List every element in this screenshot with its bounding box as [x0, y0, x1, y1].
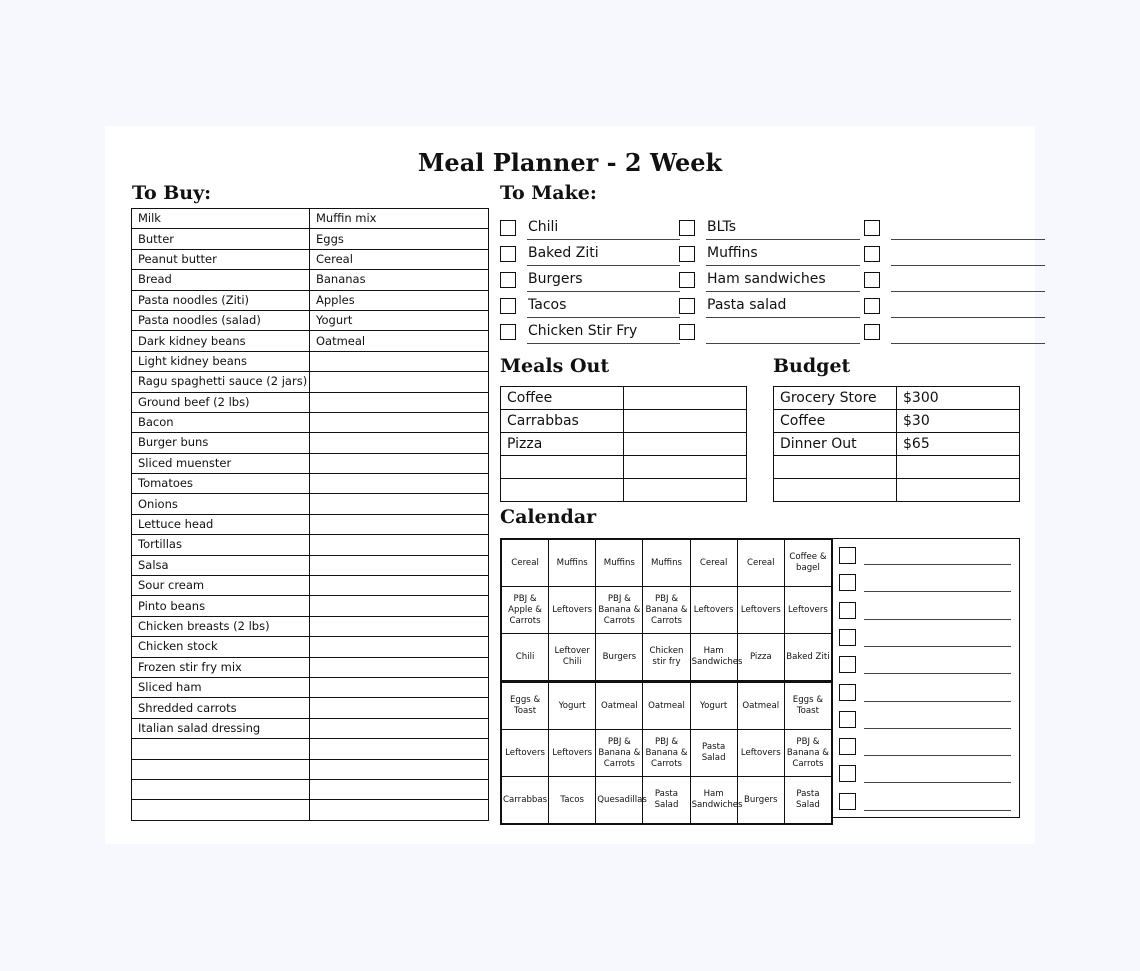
calendar-todo-line[interactable] — [864, 646, 1011, 647]
to-buy-row — [132, 739, 489, 759]
to-buy-row — [132, 331, 489, 351]
to-make-checkbox[interactable] — [679, 246, 695, 262]
to-buy-item[interactable]: Dark kidney beans — [132, 331, 310, 351]
to-buy-item[interactable]: Pasta noodles (salad) — [132, 310, 310, 330]
calendar-todo-line[interactable] — [864, 755, 1011, 756]
calendar-cell[interactable]: Yogurt — [690, 682, 737, 730]
budget-row — [774, 456, 1020, 479]
to-buy-item[interactable] — [310, 657, 489, 677]
meals-out-value[interactable] — [624, 410, 747, 433]
to-buy-row — [132, 453, 489, 473]
calendar-cell[interactable]: Chili — [502, 634, 549, 682]
calendar-todo-checkbox[interactable] — [839, 602, 856, 619]
meals-out-row — [501, 478, 747, 501]
calendar-cell[interactable]: Burgers — [737, 777, 784, 824]
to-make-label[interactable]: Muffins — [707, 245, 758, 261]
to-make-item — [679, 218, 860, 240]
calendar-cell[interactable]: PBJ & Banana & Carrots — [643, 587, 690, 634]
calendar-todo-checkbox[interactable] — [839, 547, 856, 564]
to-make-line — [891, 239, 1045, 240]
to-buy-item[interactable] — [310, 433, 489, 453]
calendar-todo-checkbox[interactable] — [839, 629, 856, 646]
to-buy-row — [132, 616, 489, 636]
to-buy-row — [132, 392, 489, 412]
calendar-grid — [500, 538, 833, 825]
to-buy-row — [132, 310, 489, 330]
to-buy-item[interactable]: Muffin mix — [310, 209, 489, 229]
meals-out-heading: Meals Out — [500, 355, 610, 377]
budget-row — [774, 410, 1020, 433]
to-buy-item[interactable] — [310, 759, 489, 779]
to-buy-item[interactable]: Salsa — [132, 555, 310, 575]
to-buy-item[interactable] — [132, 800, 310, 820]
to-make-item — [500, 322, 680, 344]
calendar-cell[interactable]: Pasta Salad — [784, 777, 831, 824]
budget-label[interactable]: Grocery Store — [774, 387, 897, 410]
to-buy-item[interactable] — [310, 616, 489, 636]
budget-value[interactable] — [897, 456, 1020, 479]
calendar-cell[interactable]: Leftovers — [737, 730, 784, 777]
meals-out-value[interactable] — [624, 478, 747, 501]
to-buy-item[interactable]: Italian salad dressing — [132, 718, 310, 738]
calendar-todo-line[interactable] — [864, 810, 1011, 811]
to-make-item — [679, 270, 860, 292]
calendar-heading: Calendar — [500, 506, 597, 528]
to-buy-row — [132, 474, 489, 494]
calendar-cell[interactable]: Muffins — [549, 540, 596, 587]
to-make-item — [679, 296, 860, 318]
to-buy-item[interactable] — [310, 739, 489, 759]
calendar-cell[interactable]: Cereal — [737, 540, 784, 587]
to-make-line — [706, 343, 860, 344]
to-make-line — [891, 265, 1045, 266]
calendar-cell[interactable]: Yogurt — [549, 682, 596, 730]
to-buy-item[interactable]: Chicken breasts (2 lbs) — [132, 616, 310, 636]
to-buy-item[interactable] — [310, 351, 489, 371]
to-make-line — [891, 291, 1045, 292]
to-buy-row — [132, 290, 489, 310]
to-buy-item[interactable]: Frozen stir fry mix — [132, 657, 310, 677]
to-make-checkbox[interactable] — [679, 324, 695, 340]
budget-value[interactable]: $300 — [897, 387, 1020, 410]
calendar-todo-checkbox[interactable] — [839, 765, 856, 782]
calendar-cell[interactable]: Muffins — [643, 540, 690, 587]
calendar-todo-item — [831, 682, 1019, 704]
calendar-todo-line[interactable] — [864, 591, 1011, 592]
calendar-todo-line[interactable] — [864, 701, 1011, 702]
to-make-item — [679, 244, 860, 266]
to-buy-row — [132, 718, 489, 738]
to-make-label[interactable]: Ham sandwiches — [707, 271, 826, 287]
to-buy-item[interactable] — [310, 596, 489, 616]
budget-label[interactable]: Coffee — [774, 410, 897, 433]
to-buy-row — [132, 596, 489, 616]
calendar-cell[interactable]: Oatmeal — [643, 682, 690, 730]
to-make-checkbox[interactable] — [500, 220, 516, 236]
calendar-cell[interactable]: Ham Sandwiches — [690, 634, 737, 682]
page-title: Meal Planner - 2 Week — [417, 148, 723, 177]
to-make-line — [706, 265, 860, 266]
to-make-line — [527, 265, 680, 266]
to-make-checkbox[interactable] — [500, 298, 516, 314]
to-buy-item[interactable] — [310, 698, 489, 718]
calendar-cell[interactable]: Chicken stir fry — [643, 634, 690, 682]
to-buy-item[interactable]: Pasta noodles (Ziti) — [132, 290, 310, 310]
to-buy-item[interactable]: Sour cream — [132, 576, 310, 596]
to-buy-item[interactable] — [310, 474, 489, 494]
budget-table — [773, 386, 1020, 502]
to-make-checkbox[interactable] — [864, 220, 880, 236]
calendar-todo-item — [831, 572, 1019, 594]
to-buy-heading: To Buy: — [132, 182, 212, 204]
to-buy-item[interactable] — [132, 779, 310, 799]
calendar-todo-checkbox[interactable] — [839, 656, 856, 673]
calendar-row — [502, 777, 832, 824]
to-buy-item[interactable] — [310, 677, 489, 697]
to-buy-item[interactable] — [310, 576, 489, 596]
meals-out-label[interactable]: Pizza — [501, 433, 624, 456]
calendar-cell[interactable]: Leftovers — [549, 730, 596, 777]
calendar-todo-checkbox[interactable] — [839, 738, 856, 755]
to-make-checkbox[interactable] — [679, 298, 695, 314]
to-make-label[interactable]: Pasta salad — [707, 297, 787, 313]
calendar-cell[interactable]: Tacos — [549, 777, 596, 824]
calendar-cell[interactable]: Carrabbas — [502, 777, 549, 824]
meals-out-value[interactable] — [624, 456, 747, 479]
to-buy-row — [132, 535, 489, 555]
calendar-row — [502, 587, 832, 634]
calendar-todo-line[interactable] — [864, 619, 1011, 620]
to-make-item — [500, 296, 680, 318]
to-buy-item[interactable]: Apples — [310, 290, 489, 310]
to-make-item — [500, 218, 680, 240]
meals-out-row — [501, 410, 747, 433]
calendar-todo-item — [831, 791, 1019, 813]
calendar-cell[interactable]: Oatmeal — [737, 682, 784, 730]
to-buy-item[interactable]: Light kidney beans — [132, 351, 310, 371]
to-buy-item[interactable] — [310, 779, 489, 799]
to-make-line — [706, 291, 860, 292]
to-buy-row — [132, 514, 489, 534]
to-make-label[interactable]: Chicken Stir Fry — [528, 323, 638, 339]
to-make-item — [500, 270, 680, 292]
to-make-checkbox[interactable] — [679, 272, 695, 288]
calendar-cell[interactable]: PBJ & Banana & Carrots — [784, 730, 831, 777]
calendar-todo-line[interactable] — [864, 782, 1011, 783]
to-buy-table — [131, 208, 489, 821]
to-buy-row — [132, 657, 489, 677]
calendar-cell[interactable]: PBJ & Apple & Carrots — [502, 587, 549, 634]
to-make-line — [891, 343, 1045, 344]
calendar-cell[interactable]: Leftovers — [784, 587, 831, 634]
to-make-item — [679, 322, 860, 344]
to-buy-row — [132, 270, 489, 290]
calendar-cell[interactable]: Oatmeal — [596, 682, 643, 730]
calendar-cell[interactable]: Muffins — [596, 540, 643, 587]
to-buy-item[interactable]: Oatmeal — [310, 331, 489, 351]
to-buy-row — [132, 759, 489, 779]
budget-value[interactable] — [897, 478, 1020, 501]
calendar-cell[interactable]: Pasta Salad — [643, 777, 690, 824]
to-make-label[interactable]: Baked Ziti — [528, 245, 599, 261]
to-make-item — [864, 296, 1045, 318]
to-make-item — [864, 218, 1045, 240]
calendar-todo-checkbox[interactable] — [839, 684, 856, 701]
calendar-todo-item — [831, 654, 1019, 676]
to-buy-item[interactable]: Sliced muenster — [132, 453, 310, 473]
budget-label[interactable] — [774, 456, 897, 479]
to-buy-row — [132, 372, 489, 392]
meals-out-row — [501, 456, 747, 479]
meals-out-label[interactable]: Coffee — [501, 387, 624, 410]
to-buy-item[interactable] — [310, 800, 489, 820]
calendar-cell[interactable]: Eggs & Toast — [502, 682, 549, 730]
to-make-heading: To Make: — [500, 182, 597, 204]
to-buy-row — [132, 555, 489, 575]
to-make-checkbox[interactable] — [864, 298, 880, 314]
to-buy-item[interactable]: Butter — [132, 229, 310, 249]
budget-row — [774, 433, 1020, 456]
meals-out-value[interactable] — [624, 433, 747, 456]
budget-row — [774, 387, 1020, 410]
calendar-todo-line[interactable] — [864, 728, 1011, 729]
calendar-cell[interactable]: Burgers — [596, 634, 643, 682]
to-buy-item[interactable]: Pinto beans — [132, 596, 310, 616]
calendar-todo-line[interactable] — [864, 673, 1011, 674]
to-buy-row — [132, 412, 489, 432]
calendar-todo-item — [831, 627, 1019, 649]
to-make-label[interactable]: Chili — [528, 219, 559, 235]
to-buy-row — [132, 637, 489, 657]
calendar-todo-checkbox[interactable] — [839, 793, 856, 810]
to-buy-item[interactable] — [310, 494, 489, 514]
budget-value[interactable]: $30 — [897, 410, 1020, 433]
to-buy-item[interactable]: Bacon — [132, 412, 310, 432]
to-make-checkbox[interactable] — [864, 246, 880, 262]
calendar-cell[interactable]: Eggs & Toast — [784, 682, 831, 730]
calendar-row — [502, 540, 832, 587]
to-buy-item[interactable]: Peanut butter — [132, 249, 310, 269]
to-make-label[interactable]: BLTs — [707, 219, 737, 235]
calendar-cell[interactable]: Leftovers — [690, 587, 737, 634]
to-buy-item[interactable] — [310, 637, 489, 657]
budget-value[interactable]: $65 — [897, 433, 1020, 456]
calendar-cell[interactable]: Pizza — [737, 634, 784, 682]
calendar-cell[interactable]: Cereal — [502, 540, 549, 587]
to-buy-item[interactable] — [132, 759, 310, 779]
to-make-item — [500, 244, 680, 266]
calendar-cell[interactable]: PBJ & Banana & Carrots — [596, 587, 643, 634]
to-buy-row — [132, 209, 489, 229]
meals-out-label[interactable]: Carrabbas — [501, 410, 624, 433]
meals-out-row — [501, 387, 747, 410]
to-buy-item[interactable]: Sliced ham — [132, 677, 310, 697]
calendar-row — [502, 682, 832, 730]
calendar-todo-list — [831, 538, 1020, 818]
meals-out-label[interactable] — [501, 456, 624, 479]
to-buy-row — [132, 800, 489, 820]
budget-label[interactable] — [774, 478, 897, 501]
to-buy-item[interactable] — [310, 453, 489, 473]
to-buy-row — [132, 576, 489, 596]
calendar-cell[interactable]: Leftovers — [502, 730, 549, 777]
calendar-cell[interactable]: Leftover Chili — [549, 634, 596, 682]
to-buy-row — [132, 229, 489, 249]
to-make-item — [864, 244, 1045, 266]
calendar-cell[interactable]: PBJ & Banana & Carrots — [596, 730, 643, 777]
to-buy-item[interactable]: Lettuce head — [132, 514, 310, 534]
calendar-cell[interactable]: Leftovers — [737, 587, 784, 634]
calendar-todo-item — [831, 600, 1019, 622]
to-buy-item[interactable]: Burger buns — [132, 433, 310, 453]
calendar-todo-checkbox[interactable] — [839, 574, 856, 591]
to-buy-row — [132, 677, 489, 697]
calendar-cell[interactable]: Pasta Salad — [690, 730, 737, 777]
calendar-row — [502, 730, 832, 777]
meals-out-row — [501, 433, 747, 456]
calendar-row — [502, 634, 832, 682]
to-make-checkbox[interactable] — [679, 220, 695, 236]
to-buy-item[interactable] — [310, 392, 489, 412]
to-buy-item[interactable] — [310, 412, 489, 432]
budget-heading: Budget — [773, 355, 851, 377]
to-buy-row — [132, 249, 489, 269]
to-make-checkbox[interactable] — [500, 246, 516, 262]
to-make-label[interactable]: Tacos — [528, 297, 567, 313]
to-make-checkbox[interactable] — [500, 324, 516, 340]
to-make-line — [527, 291, 680, 292]
calendar-cell[interactable]: PBJ & Banana & Carrots — [643, 730, 690, 777]
to-buy-item[interactable] — [132, 739, 310, 759]
calendar-cell[interactable]: Baked Ziti — [784, 634, 831, 682]
to-make-label[interactable]: Burgers — [528, 271, 583, 287]
to-buy-item[interactable]: Chicken stock — [132, 637, 310, 657]
to-make-line — [891, 317, 1045, 318]
to-buy-row — [132, 698, 489, 718]
to-buy-item[interactable]: Bread — [132, 270, 310, 290]
calendar-cell[interactable]: Coffee & bagel — [784, 540, 831, 587]
to-buy-item[interactable] — [310, 555, 489, 575]
to-buy-item[interactable]: Yogurt — [310, 310, 489, 330]
budget-label[interactable]: Dinner Out — [774, 433, 897, 456]
calendar-todo-line[interactable] — [864, 564, 1011, 565]
calendar-cell[interactable]: Ham Sandwiches — [690, 777, 737, 824]
to-buy-item[interactable]: Milk — [132, 209, 310, 229]
to-make-line — [706, 317, 860, 318]
calendar-cell[interactable]: Quesadillas — [596, 777, 643, 824]
to-make-item — [864, 322, 1045, 344]
to-make-line — [527, 239, 680, 240]
to-buy-item[interactable]: Ground beef (2 lbs) — [132, 392, 310, 412]
to-buy-row — [132, 779, 489, 799]
calendar-cell[interactable]: Cereal — [690, 540, 737, 587]
meals-out-value[interactable] — [624, 387, 747, 410]
to-buy-row — [132, 351, 489, 371]
to-buy-row — [132, 433, 489, 453]
to-make-checkbox[interactable] — [500, 272, 516, 288]
to-buy-item[interactable]: Tomatoes — [132, 474, 310, 494]
to-make-line — [706, 239, 860, 240]
calendar-todo-item — [831, 763, 1019, 785]
calendar-todo-item — [831, 736, 1019, 758]
calendar-todo-item — [831, 545, 1019, 567]
to-buy-item[interactable] — [310, 718, 489, 738]
to-buy-item[interactable]: Bananas — [310, 270, 489, 290]
calendar-todo-item — [831, 709, 1019, 731]
meals-out-table — [500, 386, 747, 502]
calendar-cell[interactable]: Leftovers — [549, 587, 596, 634]
to-buy-item[interactable]: Shredded carrots — [132, 698, 310, 718]
to-buy-row — [132, 494, 489, 514]
meal-planner-sheet — [105, 126, 1035, 844]
to-make-item — [864, 270, 1045, 292]
to-buy-item[interactable]: Tortillas — [132, 535, 310, 555]
to-buy-item[interactable]: Onions — [132, 494, 310, 514]
meals-out-label[interactable] — [501, 478, 624, 501]
calendar-todo-checkbox[interactable] — [839, 711, 856, 728]
budget-row — [774, 478, 1020, 501]
to-buy-item[interactable]: Ragu spaghetti sauce (2 jars) — [132, 372, 310, 392]
to-make-checkbox[interactable] — [864, 272, 880, 288]
to-buy-item[interactable]: Eggs — [310, 229, 489, 249]
to-buy-item[interactable] — [310, 514, 489, 534]
to-buy-item[interactable]: Cereal — [310, 249, 489, 269]
to-make-line — [527, 343, 680, 344]
to-make-line — [527, 317, 680, 318]
to-buy-item[interactable] — [310, 372, 489, 392]
to-make-checkbox[interactable] — [864, 324, 880, 340]
to-buy-item[interactable] — [310, 535, 489, 555]
